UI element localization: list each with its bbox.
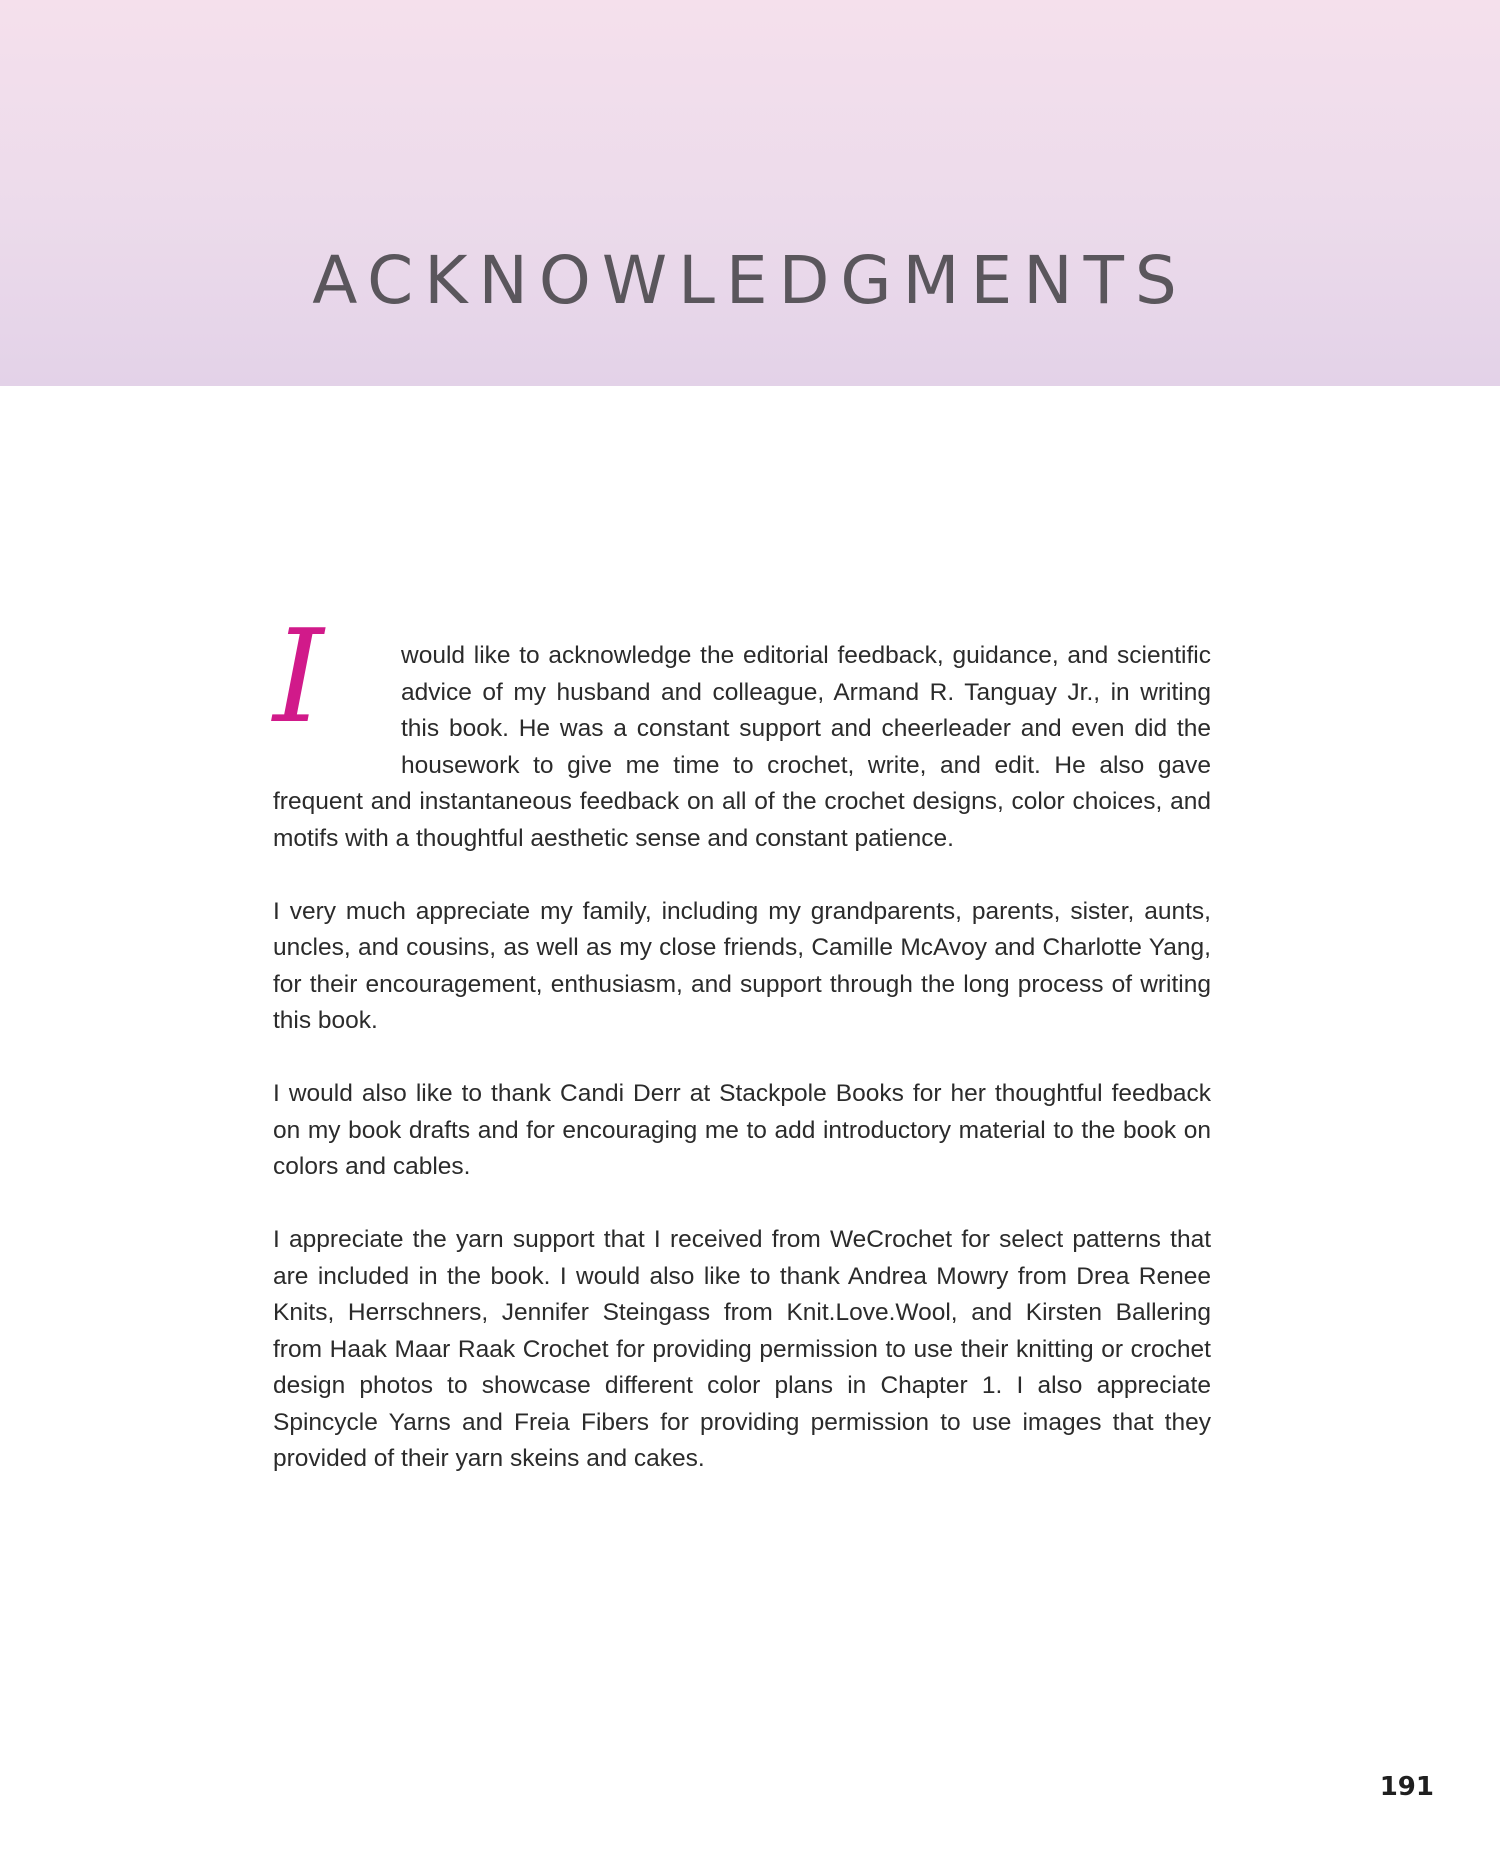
paragraph-1-text: would like to acknowledge the editorial feedback, guidance, and scientific advice of my husband and colleague, Armand R. Tanguay Jr., in writing this book. He was a constant support and cheerleader and even did the housework to give me time to crochet, write, and edit. He also gave frequent and instantaneous feedback on all of the crochet designs, color choices, and motifs with a thoughtful aesthetic sense and constant patience.: [273, 642, 1211, 852]
paragraph-3: I would also like to thank Candi Derr at Stackpole Books for her thoughtful feedback on my book drafts and for encouraging me to add introductory material to the book on colors and cables.: [273, 1080, 1211, 1180]
paragraph-2: I very much appreciate my family, including my grandparents, parents, sister, aunts, uncles, and cousins, as well as my close friends, Camille McAvoy and Charlotte Yang, for their encouragement, enthusiasm, and support through the long process of writing this book.: [273, 897, 1211, 1034]
drop-cap: [273, 603, 391, 752]
drop-cap-letter: I: [273, 603, 324, 752]
paragraph-1: [273, 603, 1211, 857]
paragraph-4: I appreciate the yarn support that I received from WeCrochet for select patterns that are included in the book. I would also like to thank Andrea Mowry from Drea Renee Knits, Herrschners, Jennifer Steingass from Knit.Love.Wool, and Kirsten Ballering from Haak Maar Raak Crochet for providing permission to use their knitting or crochet design photos to showcase different color plans in Chapter 1. I also appreciate Spincycle Yarns and Freia Fibers for providing permission to use images that they provided of their yarn skeins and cakes.: [273, 1226, 1211, 1472]
acknowledgments-body: [273, 603, 1211, 1514]
header-band: [0, 0, 1500, 386]
page-title: ACKNOWLEDGMENTS: [312, 242, 1188, 319]
page-number: 191: [1379, 1772, 1434, 1802]
